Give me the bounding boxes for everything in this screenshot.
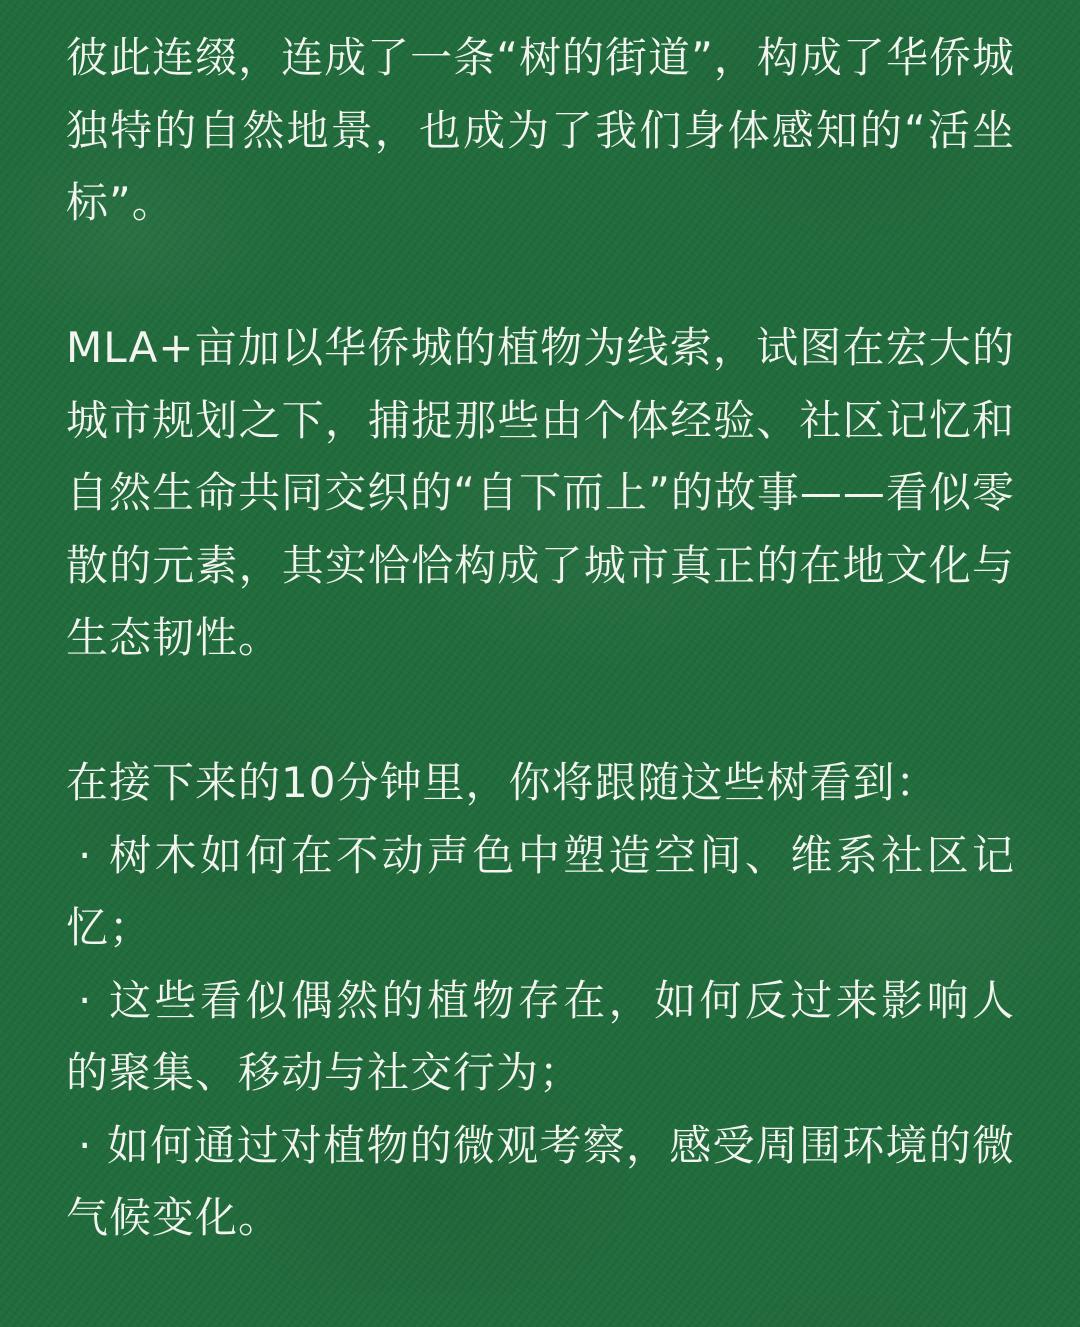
text-line: 气候变化。	[66, 1193, 282, 1242]
text-line: 在接下来的10分钟里，你将跟随这些树看到：	[66, 758, 939, 807]
text-line: 忆；	[66, 903, 153, 952]
text-line: 标”。	[66, 178, 175, 227]
paragraph-next-ten-minutes	[66, 747, 1015, 1255]
text-line: 生态韧性。	[66, 613, 282, 662]
paragraph-tree-street	[66, 22, 1015, 240]
bullet-line: · 这些看似偶然的植物存在，如何反过来影响人	[78, 975, 1015, 1025]
text-line: 城市规划之下，捕捉那些由个体经验、社区记忆和	[66, 395, 1015, 445]
text-line: 自然生命共同交织的“自下而上”的故事——看似零	[66, 468, 1015, 517]
paragraph-mla-intro	[66, 312, 1015, 675]
text-line: 散的元素，其实恰恰构成了城市真正的在地文化与	[66, 540, 1015, 590]
text-line: 独特的自然地景，也成为了我们身体感知的“活坐	[66, 105, 1015, 155]
text-line: 彼此连缀，连成了一条“树的街道”，构成了华侨城	[66, 33, 1015, 82]
article-body	[66, 22, 1015, 1327]
bullet-line: · 树木如何在不动声色中塑造空间、维系社区记	[78, 830, 1015, 880]
bullet-line: · 如何通过对植物的微观考察，感受周围环境的微	[78, 1120, 1015, 1170]
text-line: 的聚集、移动与社交行为；	[66, 1048, 583, 1097]
text-line: MLA+亩加以华侨城的植物为线索，试图在宏大的	[66, 323, 1015, 372]
